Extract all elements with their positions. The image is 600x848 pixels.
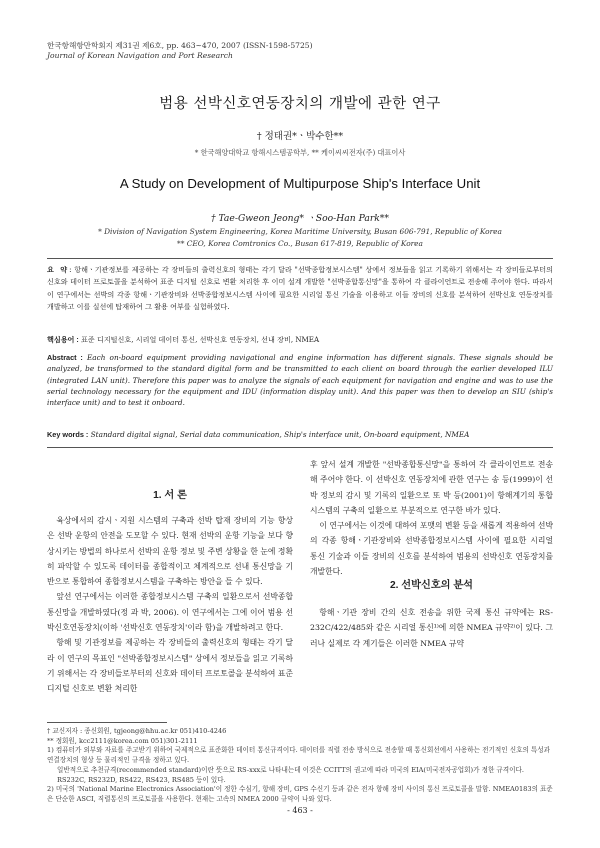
section-1-heading: 1. 서 론 <box>153 490 187 501</box>
keywords-en-label: Key words : <box>47 430 89 439</box>
paper-title-ko: 범용 선박신호연동장치의 개발에 관한 연구 <box>159 96 441 112</box>
keywords-ko-text: 표준 디지털신호, 시리얼 데이터 통신, 선박신호 연동장치, 선내 장비, NMEA <box>78 335 320 344</box>
abstract-bottom-rule <box>47 447 553 448</box>
affiliations-en <box>0 226 600 249</box>
footnote-1: 1) 컴퓨터가 외부와 자료를 주고받기 위하여 국제적으로 표준화한 데이터 통신규격이다. 데이터를 직렬 전송 방식으로 전송할 때 통신회선에서 사용하는 전기적인 신호의 특성과 연결장치의 형상 등 물리적인 규격을 정하고 있다. <box>47 746 551 765</box>
page-number: - 463 - <box>287 806 313 815</box>
keywords-ko-label: 핵심용어 : <box>47 336 79 344</box>
paper-title-en: A Study on Development of Multipurpose Ship's Interface Unit <box>119 176 481 191</box>
footnote-2: 2) 미국의 'National Marine Electronics Association'이 정한 수심기, 항해 장비, GPS 수신기 등과 같은 전자 항해 장비 사이의 통신 프로토콜을 말함. NMEA0183의 표준은 단순한 ASCI, 직렬통신의 프로토콜을 사용한다. 현재는 고속의 NMEA 2000 규약이 나와 있다. <box>47 785 553 803</box>
footnote-rule <box>47 722 167 723</box>
abstract-ko <box>47 264 553 313</box>
keywords-ko <box>47 335 553 345</box>
affiliation-en-2: ** CEO, Korea Comtronics Co., Busan 617-819, Republic of Korea <box>177 238 423 248</box>
keywords-en-text: Standard digital signal, Serial data communication, Ship's interface unit, On-board equipment, NMEA <box>88 430 470 439</box>
column-2-paragraph: 이 연구에서는 이것에 대하여 포맷의 변환 등을 새롭게 적용하여 선박의 각종 항해ㆍ기관장비와 선박종합정보시스템 사이에 필요한 시리얼 통신 기술과 이들 장비의 신호를 분석하여 범용의 선박신호 연동장치를 개발한다. <box>310 521 553 577</box>
footnote-member: ** 정회원, kcc2111@korea.com 051)301-2111 <box>47 736 198 745</box>
footnote-1-continued: 일반적으로 추천규격(recommended standard)이란 뜻으로 RS-xxx로 나타내는데 이것은 CCITT의 권고에 따라 미국의 EIA(미국전자공업회)가 정한 규격이다. RS232C, RS232D, RS422, RS423, RS485 등이 있다. <box>57 765 524 784</box>
keywords-en <box>47 430 553 439</box>
journal-citation: 한국항해항만학회지 제31권 제6호, pp. 463~470, 2007 (ISSN-1598-5725) <box>47 41 313 50</box>
abstract-en-label: Abstract : <box>47 353 83 362</box>
abstract-en <box>47 352 553 408</box>
section-1-paragraph: 육상에서의 감시ㆍ지원 시스템의 구축과 선박 탑재 장비의 기능 향상은 선박 운항의 안전을 도모할 수 있다. 현재 선박의 운항 기능을 보다 향상시키는 방법의 하나로서 선박의 운항 정보 및 주변 상황을 한 눈에 정확히 파악할 수 있도록 데이터를 종합적이고 체계적으로 선내 통신망을 기반으로 통합하여 종합정보시스템을 구축하는 방안을 들 수 있다. <box>47 516 293 587</box>
abstract-top-rule <box>47 258 553 259</box>
authors-ko: † 정태권*ㆍ박수한** <box>256 131 344 142</box>
abstract-ko-text: : 항해ㆍ기관정보를 제공하는 각 장비들의 출력신호의 형태는 각기 달라 "선박종합정보시스템" 상에서 정보들을 읽고 기록하기 위해서는 각 장비들로부터의 신호와 데이터 프로토콜을 분석하여 표준 디지털 신호로 변환 처리한 후 이미 설계 개발한 "선박종합통신망"을 통하여 각 클라이언트로 전송해 주어야 한다. 따라서 이 연구에서는 선박의 각종 항해ㆍ기관장비와 선박종합정보시스템 사이에 필요한 시리얼 통신 기술을 이용하고 이들 장비의 신호를 분석하여 선박신호 연동장치를 개발하고 이를 실선에 탑재하여 그 활용 여부를 실험하였다. <box>47 265 553 311</box>
section-1-paragraph: 항해 및 기관정보를 제공하는 각 장비들의 출력신호의 형태는 각기 달라 이 연구의 목표인 "선박종합정보시스템" 상에서 정보들을 읽고 기록하기 위해서는 각 장비들로부터의 신호와 데이터 프로토콜을 분석하여 표준 디지털 신호로 변환 처리한 <box>47 638 293 694</box>
abstract-en-text: Each on-board equipment providing navigational and engine information has different signals. These signals should be analyzed, be transformed to the standard digital form and be transmitted to each client on board through the earlier developed ILU (integrated LAN unit). Therefore this paper was to analyze the signals of each equipment for navigation and engine and was to use the serial technology necessary for the equipment and IDU (information display unit). And this paper was then to develop an SIU (ship's interface unit) and to test it onboard. <box>47 353 553 408</box>
section-1-body <box>47 513 293 697</box>
abstract-ko-label: 요 약 <box>47 266 70 274</box>
section-2-body <box>310 605 553 651</box>
section-2-heading: 2. 선박신호의 분석 <box>389 580 474 591</box>
affiliations-ko: * 한국해양대학교 항해시스템공학부, ** 케이씨씨전자(주) 대표이사 <box>194 148 406 157</box>
section-1-paragraph: 앞선 연구에서는 이러한 종합정보시스템 구축의 일환으로서 선박종합통신망을 개발하였다(정 과 박, 2006). 이 연구에서는 그에 이어 범용 선박신호연동장치(이하 '선박신호 연동장치'이라 함)을 개발하려고 한다. <box>47 592 293 633</box>
footnotes <box>47 727 553 805</box>
authors-en: † Tae-Gweon Jeong* ㆍSoo-Han Park** <box>211 213 389 224</box>
journal-header <box>47 41 313 61</box>
section-2-paragraph: 항해ㆍ기관 장비 간의 신호 전송을 위한 국제 통신 규약에는 RS-232C/422/485와 같은 시리얼 통신¹⁾에 의한 NMEA 규약²⁾이 있다. 그러나 실제로 각 계기들은 이러한 NMEA 규약 <box>310 608 553 648</box>
column-2-paragraph: 후 앞서 설계 개발한 "선박종합통신망"을 통하여 각 클라이언트로 전송해 주어야 한다. 이 선박신호 연동장치에 관한 연구는 송 등(1999)이 선박 정보의 감시 및 기록의 일환으로 또 박 등(2001)이 항해계기의 통합시스템의 구축의 일환으로 부분적으로 연구한 바가 있다. <box>310 460 553 515</box>
column-2-top <box>310 457 553 579</box>
affiliation-en-1: * Division of Navigation System Engineering, Korea Maritime University, Busan 606-791, Republic of Korea <box>98 227 502 236</box>
footnote-corresponding: † 교신저자 : 종신회원, tgjeong@hhu.ac.kr 051)410-4246 <box>47 727 227 735</box>
journal-name-en: Journal of Korean Navigation and Port Research <box>47 51 233 60</box>
